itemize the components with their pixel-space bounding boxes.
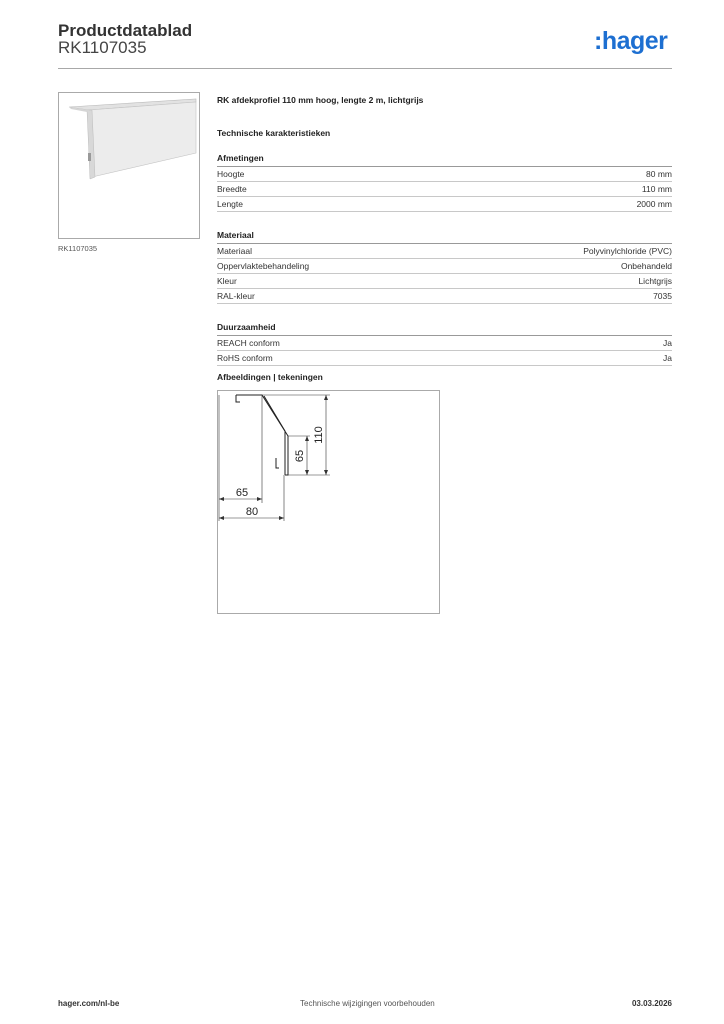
spec-row [217,351,672,366]
section-title: Afmetingen [217,153,672,167]
spec-label: Kleur [217,276,237,286]
product-code: RK1107035 [58,38,147,57]
page-title: Productdatablad [58,21,193,40]
product-image-caption: RK1107035 [58,244,98,253]
spec-row [217,289,672,304]
spec-value: Ja [663,353,672,363]
section-materiaal [217,230,672,304]
section-duurzaamheid [217,322,672,366]
spec-row [217,336,672,351]
spec-value: 110 mm [641,184,672,194]
cover-profile-illustration [59,93,199,238]
footer-disclaimer: Technische wijzigingen voorbehouden [300,999,435,1008]
spec-label: Breedte [217,184,247,194]
dim-110-label: 110 [313,426,325,444]
spec-label: Materiaal [217,246,252,256]
spec-label: RoHS conform [217,353,273,363]
spec-row [217,259,672,274]
spec-value: 2000 mm [636,199,672,209]
spec-label: Lengte [217,199,243,209]
spec-row [217,274,672,289]
hager-logo[interactable]: :hager [594,27,668,55]
product-title: RK afdekprofiel 110 mm hoog, lengte 2 m, lichtgrijs [217,95,424,105]
spec-row [217,197,672,212]
spec-label: RAL-kleur [217,291,255,301]
profile-hook-top [236,395,240,402]
spec-value: 7035 [653,291,672,301]
section-afmetingen [217,153,672,212]
footer-website-link[interactable]: hager.com/nl-be [58,999,120,1008]
spec-label: REACH conform [217,338,280,348]
profile-hook-bottom [276,458,279,468]
header-divider [58,68,672,69]
dim-80-label: 80 [245,506,259,518]
dim-65-vertical-label: 65 [294,449,306,463]
images-heading: Afbeeldingen | tekeningen [217,372,323,382]
tech-heading: Technische karakteristieken [217,128,331,138]
spec-label: Hoogte [217,169,245,179]
spec-value: Onbehandeld [620,261,672,271]
spec-row [217,182,672,197]
spec-value: Lichtgrijs [638,276,672,286]
section-title: Duurzaamheid [217,322,672,336]
spec-column [217,95,672,366]
spec-row [217,167,672,182]
product-image [58,92,200,239]
spec-label: Oppervlaktebehandeling [217,261,310,271]
spec-value: Polyvinylchloride (PVC) [583,246,672,256]
footer-date: 03.03.2026 [631,999,672,1008]
cross-section-drawing [218,391,439,613]
profile-inner-edge [264,396,285,475]
dim-65-horizontal-label: 65 [235,487,249,499]
section-title: Materiaal [217,230,672,244]
technical-drawing [217,390,440,614]
spec-value: 80 mm [646,169,672,179]
spec-row [217,244,672,259]
spec-value: Ja [663,338,672,348]
